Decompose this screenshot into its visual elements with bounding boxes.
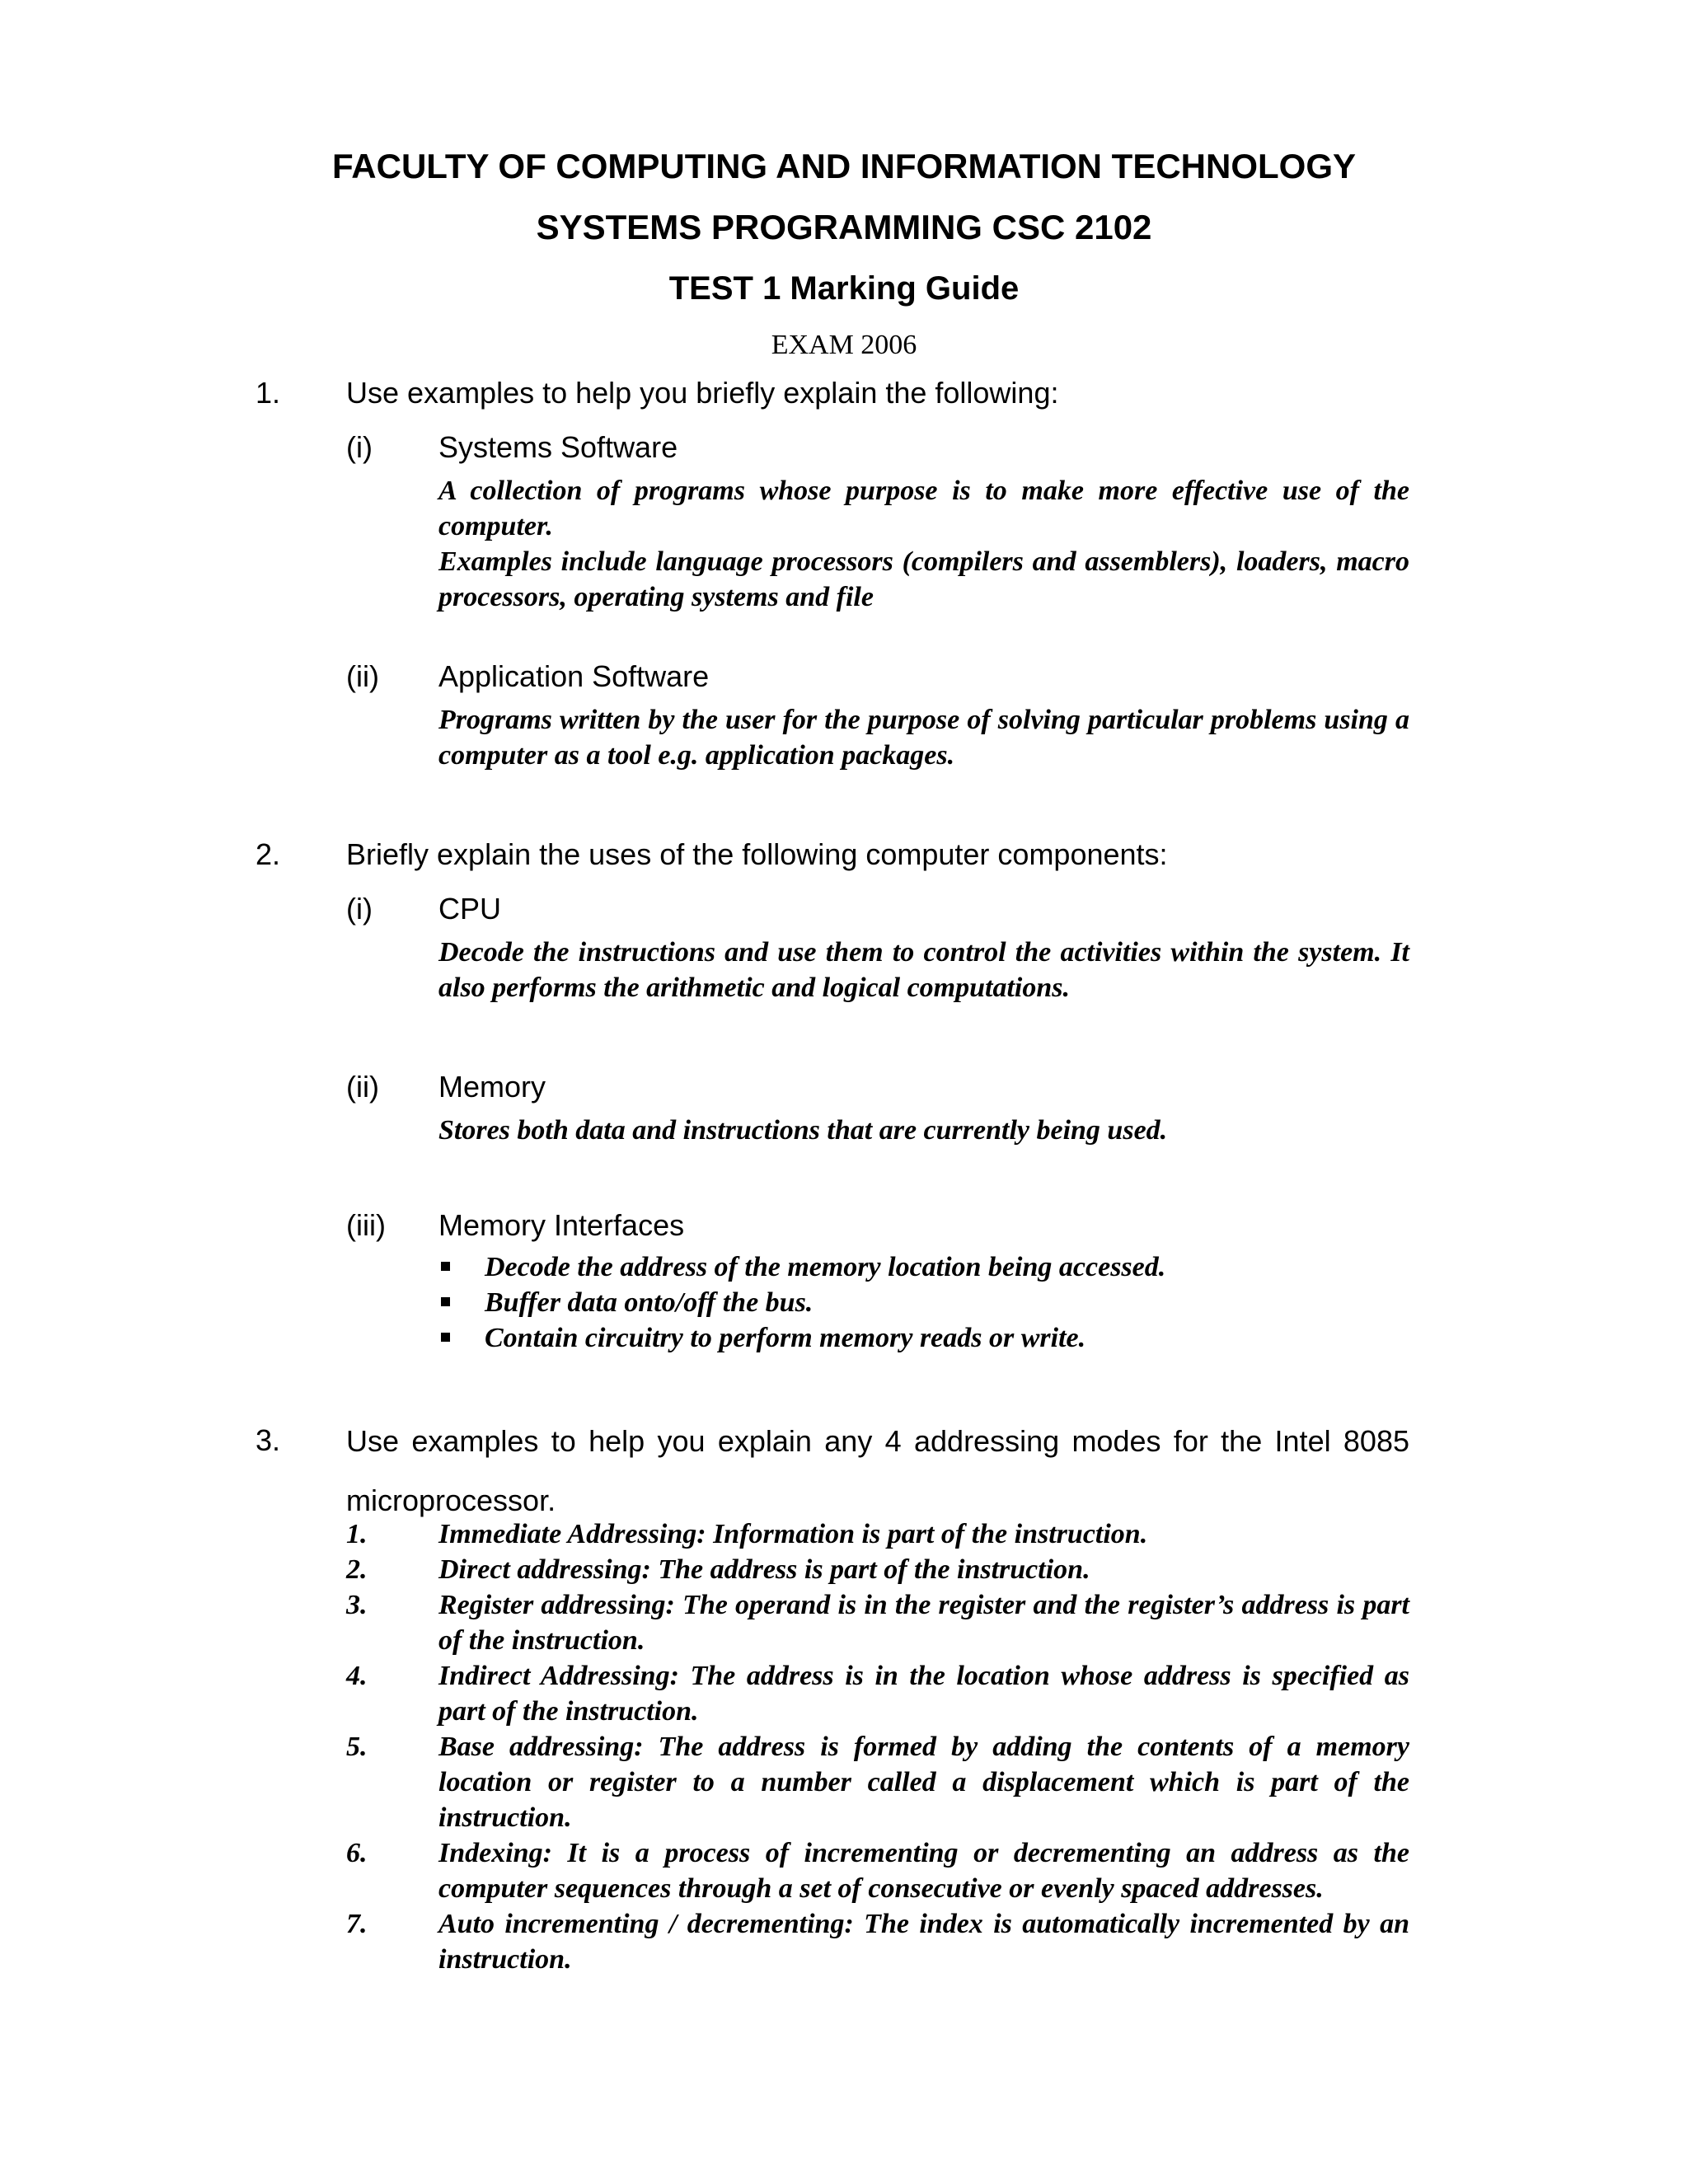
question-3-number: 3.: [256, 1423, 281, 1457]
q1-sub-i-title: Systems Software: [438, 430, 678, 464]
addressing-modes-list: [346, 1516, 1409, 1977]
question-1-text: Use examples to help you briefly explain the following:: [346, 376, 1059, 410]
q2-sub-i-answer: [438, 935, 1409, 1005]
list-item-number: 7.: [346, 1909, 368, 1939]
q2-sub-iii-label: (iii): [346, 1208, 386, 1242]
list-item-number: 6.: [346, 1838, 368, 1868]
list-item-number: 5.: [346, 1732, 368, 1762]
list-item-text: Decode the address of the memory location being accessed.: [485, 1252, 1166, 1282]
answer-paragraph: Examples include language processors (compilers and assemblers), loaders, macro processors, operating systems and file: [438, 546, 1409, 612]
list-item-text: Contain circuitry to perform memory reads or write.: [485, 1323, 1086, 1353]
q1-sub-ii-label: (ii): [346, 659, 379, 693]
list-item: [346, 1729, 1409, 1835]
memory-interfaces-list: [438, 1249, 1409, 1356]
list-item-text: Buffer data onto/off the bus.: [485, 1287, 814, 1318]
question-2-text: Briefly explain the uses of the following computer components:: [346, 837, 1168, 871]
list-item-text: Indirect Addressing: The address is in the location whose address is specified as part of the instruction.: [438, 1661, 1409, 1727]
square-bullet-icon: [441, 1333, 450, 1342]
answer-paragraph: Programs written by the user for the purpose of solving particular problems using a computer as a tool e.g. application packages.: [438, 705, 1409, 771]
question-3-text: Use examples to help you explain any 4 addressing modes for the Intel 8085 microprocessor.: [346, 1424, 1409, 1517]
list-item: [438, 1320, 1409, 1356]
square-bullet-icon: [441, 1262, 450, 1271]
answer-paragraph: A collection of programs whose purpose is to make more effective use of the computer.: [438, 476, 1409, 541]
faculty-title: FACULTY OF COMPUTING AND INFORMATION TECHNOLOGY: [331, 147, 1357, 185]
course-title: SYSTEMS PROGRAMMING CSC 2102: [536, 208, 1152, 246]
list-item-text: Direct addressing: The address is part of the instruction.: [438, 1554, 1090, 1585]
list-item-number: 2.: [346, 1554, 368, 1585]
q1-sub-i-answer: [438, 473, 1409, 615]
q1-sub-i-label: (i): [346, 430, 373, 464]
q2-sub-ii-title: Memory: [438, 1070, 546, 1104]
list-item-text: Indexing: It is a process of incrementing or decrementing an address as the computer sequences through a set of consecutive or evenly spaced addresses.: [438, 1838, 1409, 1904]
list-item-number: 4.: [346, 1661, 368, 1691]
q2-sub-ii-label: (ii): [346, 1070, 379, 1104]
q2-sub-ii-answer: [438, 1113, 1409, 1148]
q2-sub-i-title: CPU: [438, 892, 502, 926]
list-item-text: Auto incrementing / decrementing: The index is automatically incremented by an instruction.: [438, 1909, 1409, 1975]
q2-sub-i-label: (i): [346, 892, 373, 926]
list-item: [346, 1835, 1409, 1906]
list-item-number: 1.: [346, 1519, 368, 1549]
list-item: [346, 1906, 1409, 1977]
list-item-text: Register addressing: The operand is in the register and the register’s address is part of the instruction.: [438, 1590, 1409, 1656]
list-item: [346, 1516, 1409, 1552]
square-bullet-icon: [441, 1297, 450, 1306]
list-item: [438, 1249, 1409, 1285]
q2-sub-iii-title: Memory Interfaces: [438, 1208, 685, 1242]
question-1-number: 1.: [256, 376, 281, 410]
list-item: [346, 1658, 1409, 1729]
list-item-text: Immediate Addressing: Information is part of the instruction.: [438, 1519, 1148, 1549]
answer-paragraph: Decode the instructions and use them to control the activities within the system. It also performs the arithmetic and logical computations.: [438, 937, 1409, 1003]
list-item: [346, 1587, 1409, 1658]
q1-sub-ii-answer: [438, 702, 1409, 773]
test-title: TEST 1 Marking Guide: [668, 270, 1020, 307]
list-item: [438, 1285, 1409, 1320]
question-2-number: 2.: [256, 837, 281, 871]
answer-paragraph: Stores both data and instructions that are currently being used.: [438, 1115, 1168, 1146]
list-item-text: Base addressing: The address is formed by adding the contents of a memory location or register to a number called a displacement which is part of the instruction.: [438, 1732, 1409, 1833]
q1-sub-ii-title: Application Software: [438, 659, 710, 693]
list-item: [346, 1552, 1409, 1587]
list-item-number: 3.: [346, 1590, 368, 1620]
exam-year: EXAM 2006: [771, 330, 917, 360]
